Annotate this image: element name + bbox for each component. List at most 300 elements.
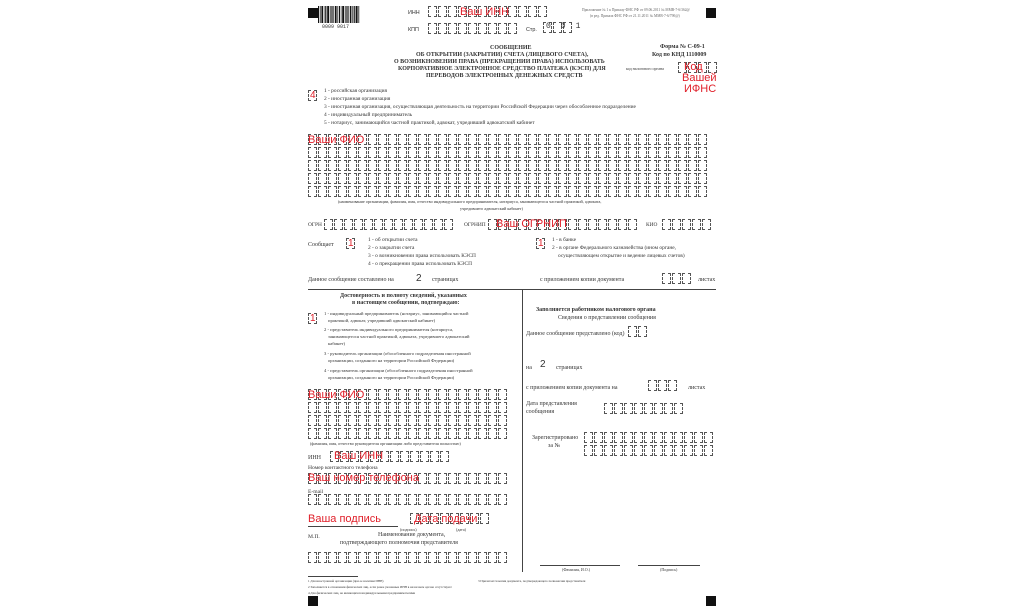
entry-cell[interactable] — [408, 186, 417, 197]
entry-cell[interactable] — [558, 160, 567, 171]
entry-cell[interactable] — [648, 173, 657, 184]
entry-cell[interactable] — [498, 494, 507, 505]
entry-cell[interactable] — [408, 494, 417, 505]
entry-cell[interactable] — [488, 173, 497, 184]
entry-cell[interactable] — [394, 219, 403, 230]
entry-cell[interactable] — [318, 552, 327, 563]
entry-cell[interactable] — [548, 173, 557, 184]
entry-cell[interactable] — [318, 402, 327, 413]
entry-cell[interactable] — [448, 147, 457, 158]
entry-cell[interactable] — [488, 23, 497, 34]
entry-cell[interactable] — [438, 186, 447, 197]
entry-cell[interactable] — [448, 473, 457, 484]
entry-cell[interactable] — [508, 6, 517, 17]
entry-cell[interactable] — [354, 219, 363, 230]
entry-cell[interactable] — [608, 160, 617, 171]
entry-cell[interactable] — [418, 415, 427, 426]
reports-value[interactable]: 1 — [348, 238, 354, 249]
entry-cell[interactable] — [338, 402, 347, 413]
entry-cell[interactable] — [664, 445, 673, 456]
entry-cell[interactable] — [588, 160, 597, 171]
entry-cell[interactable] — [664, 432, 673, 443]
signer-fio-value[interactable]: Ваши ФИО — [308, 389, 365, 401]
entry-cell[interactable] — [388, 552, 397, 563]
entry-row[interactable] — [308, 415, 508, 426]
entry-cell[interactable] — [378, 186, 387, 197]
entry-row[interactable] — [308, 147, 708, 158]
entry-cell[interactable] — [538, 147, 547, 158]
entry-cell[interactable] — [438, 402, 447, 413]
entry-cell[interactable] — [458, 160, 467, 171]
entry-cell[interactable] — [704, 432, 713, 443]
entry-cell[interactable] — [648, 380, 657, 391]
entry-cell[interactable] — [318, 186, 327, 197]
entry-cell[interactable] — [388, 415, 397, 426]
entry-cell[interactable] — [348, 402, 357, 413]
entry-cell[interactable] — [368, 173, 377, 184]
entry-cell[interactable] — [418, 186, 427, 197]
entry-cell[interactable] — [608, 147, 617, 158]
entry-cell[interactable] — [448, 6, 457, 17]
entry-cell[interactable] — [478, 552, 487, 563]
entry-cell[interactable] — [438, 6, 447, 17]
entry-cell[interactable] — [378, 494, 387, 505]
entry-cell[interactable] — [348, 160, 357, 171]
entry-cell[interactable] — [468, 186, 477, 197]
tax-code-value[interactable]: Вашей — [682, 72, 717, 84]
entry-cell[interactable] — [688, 160, 697, 171]
doc-cells[interactable] — [308, 552, 508, 563]
entry-cell[interactable] — [448, 173, 457, 184]
entry-cell[interactable] — [698, 186, 707, 197]
entry-cell[interactable] — [358, 552, 367, 563]
entry-cell[interactable] — [428, 473, 437, 484]
entry-cell[interactable] — [624, 445, 633, 456]
entry-cell[interactable] — [578, 173, 587, 184]
entry-cell[interactable] — [398, 415, 407, 426]
entry-cell[interactable] — [378, 402, 387, 413]
entry-cell[interactable] — [688, 186, 697, 197]
entry-cell[interactable] — [348, 428, 357, 439]
entry-cell[interactable] — [308, 494, 317, 505]
entry-cell[interactable] — [528, 134, 537, 145]
entry-cell[interactable] — [518, 134, 527, 145]
entry-cell[interactable] — [498, 173, 507, 184]
entry-cell[interactable] — [628, 160, 637, 171]
entry-cell[interactable] — [668, 173, 677, 184]
entry-cell[interactable] — [358, 494, 367, 505]
entry-cell[interactable] — [468, 473, 477, 484]
entry-cell[interactable] — [318, 147, 327, 158]
entry-cell[interactable] — [478, 389, 487, 400]
submitted-cells[interactable] — [628, 326, 648, 337]
entry-cell[interactable] — [398, 134, 407, 145]
entry-cell[interactable] — [658, 147, 667, 158]
entry-cell[interactable] — [668, 134, 677, 145]
entry-cell[interactable] — [358, 147, 367, 158]
tax-code-value[interactable]: ИФНС — [684, 83, 717, 95]
entry-cell[interactable] — [684, 445, 693, 456]
entry-cell[interactable] — [424, 219, 433, 230]
entry-cell[interactable] — [694, 445, 703, 456]
entry-cell[interactable] — [318, 160, 327, 171]
entry-cell[interactable] — [538, 160, 547, 171]
entry-cell[interactable] — [674, 445, 683, 456]
entry-cell[interactable] — [518, 173, 527, 184]
entry-cell[interactable] — [358, 173, 367, 184]
entry-cell[interactable] — [662, 273, 671, 284]
entry-cell[interactable] — [698, 160, 707, 171]
entry-row[interactable] — [308, 428, 508, 439]
entry-cell[interactable] — [418, 428, 427, 439]
entry-cell[interactable] — [638, 326, 647, 337]
entry-cell[interactable] — [682, 273, 691, 284]
entry-cell[interactable] — [348, 147, 357, 158]
entry-cell[interactable] — [390, 451, 399, 462]
entry-cell[interactable] — [438, 160, 447, 171]
entry-cell[interactable] — [348, 494, 357, 505]
entry-cell[interactable] — [548, 186, 557, 197]
entry-cell[interactable] — [428, 160, 437, 171]
date-submitted-cells[interactable] — [604, 403, 684, 414]
entry-cell[interactable] — [408, 552, 417, 563]
entry-cell[interactable] — [428, 494, 437, 505]
entry-cell[interactable] — [614, 403, 623, 414]
entry-cell[interactable] — [458, 428, 467, 439]
entry-cell[interactable] — [508, 134, 517, 145]
entry-cell[interactable] — [618, 160, 627, 171]
entry-cell[interactable] — [488, 160, 497, 171]
entry-cell[interactable] — [598, 219, 607, 230]
entry-cell[interactable] — [368, 134, 377, 145]
entry-cell[interactable] — [408, 389, 417, 400]
entry-cell[interactable] — [638, 147, 647, 158]
entry-cell[interactable] — [374, 219, 383, 230]
entry-cell[interactable] — [478, 134, 487, 145]
entry-cell[interactable] — [558, 134, 567, 145]
entry-cell[interactable] — [438, 389, 447, 400]
entry-cell[interactable] — [678, 160, 687, 171]
entry-cell[interactable] — [428, 552, 437, 563]
entry-cell[interactable] — [618, 219, 627, 230]
entry-cell[interactable] — [478, 147, 487, 158]
entry-cell[interactable] — [618, 186, 627, 197]
entry-cell[interactable] — [548, 147, 557, 158]
entry-cell[interactable] — [468, 134, 477, 145]
entry-cell[interactable] — [408, 160, 417, 171]
entry-cell[interactable] — [604, 403, 613, 414]
entry-cell[interactable] — [678, 134, 687, 145]
entry-cell[interactable] — [318, 173, 327, 184]
entry-cell[interactable] — [388, 160, 397, 171]
entry-cell[interactable] — [318, 494, 327, 505]
entry-cell[interactable] — [388, 186, 397, 197]
entry-cell[interactable] — [638, 134, 647, 145]
entry-cell[interactable] — [438, 173, 447, 184]
tax-attach-cells[interactable] — [648, 380, 678, 391]
entry-cell[interactable] — [468, 147, 477, 158]
entry-cell[interactable] — [448, 494, 457, 505]
entry-cell[interactable] — [378, 173, 387, 184]
entry-cell[interactable] — [478, 173, 487, 184]
entry-cell[interactable] — [438, 147, 447, 158]
entry-cell[interactable] — [448, 186, 457, 197]
entry-cell[interactable] — [338, 415, 347, 426]
entry-cell[interactable] — [388, 147, 397, 158]
entry-cell[interactable] — [628, 326, 637, 337]
entry-cell[interactable] — [654, 432, 663, 443]
entry-cell[interactable] — [408, 415, 417, 426]
entry-cell[interactable] — [308, 160, 317, 171]
entry-cell[interactable] — [338, 552, 347, 563]
entry-cell[interactable] — [334, 219, 343, 230]
entry-cell[interactable] — [648, 134, 657, 145]
entry-cell[interactable] — [698, 173, 707, 184]
entry-cell[interactable] — [624, 403, 633, 414]
entry-cell[interactable] — [328, 402, 337, 413]
phone-value[interactable]: Ваш номер телефона — [308, 472, 419, 484]
entry-cell[interactable] — [418, 552, 427, 563]
entry-cell[interactable] — [378, 415, 387, 426]
entry-cell[interactable] — [468, 389, 477, 400]
entry-cell[interactable] — [692, 219, 701, 230]
entry-cell[interactable] — [598, 160, 607, 171]
attach-cells[interactable] — [662, 273, 692, 284]
entry-cell[interactable] — [378, 389, 387, 400]
entry-cell[interactable] — [434, 219, 443, 230]
entry-cell[interactable] — [658, 134, 667, 145]
entry-cell[interactable] — [614, 432, 623, 443]
entry-cell[interactable] — [588, 219, 597, 230]
entry-cell[interactable] — [468, 173, 477, 184]
entry-cell[interactable] — [702, 219, 711, 230]
entry-cell[interactable] — [682, 219, 691, 230]
entry-cell[interactable] — [414, 219, 423, 230]
entry-cell[interactable] — [648, 147, 657, 158]
entry-cell[interactable] — [458, 494, 467, 505]
entry-cell[interactable] — [538, 186, 547, 197]
entry-cell[interactable] — [668, 380, 677, 391]
entry-cell[interactable] — [608, 219, 617, 230]
entry-cell[interactable] — [674, 432, 683, 443]
entry-cell[interactable] — [368, 160, 377, 171]
entry-cell[interactable] — [698, 147, 707, 158]
entry-cell[interactable] — [604, 445, 613, 456]
entry-cell[interactable] — [388, 173, 397, 184]
entry-cell[interactable] — [568, 173, 577, 184]
kio-cells[interactable] — [662, 219, 712, 230]
entry-cell[interactable] — [528, 173, 537, 184]
entry-cell[interactable] — [398, 494, 407, 505]
entry-cell[interactable] — [428, 402, 437, 413]
entry-cell[interactable] — [448, 552, 457, 563]
entry-cell[interactable] — [658, 186, 667, 197]
entry-cell[interactable] — [478, 23, 487, 34]
entry-cell[interactable] — [418, 160, 427, 171]
entry-cell[interactable] — [608, 186, 617, 197]
entry-cell[interactable] — [478, 160, 487, 171]
entry-cell[interactable] — [348, 415, 357, 426]
entry-cell[interactable] — [328, 552, 337, 563]
entry-cell[interactable] — [384, 219, 393, 230]
entry-cell[interactable] — [498, 134, 507, 145]
entry-cell[interactable] — [378, 160, 387, 171]
registered-cells[interactable] — [584, 445, 714, 456]
entry-cell[interactable] — [518, 186, 527, 197]
entry-cell[interactable] — [458, 147, 467, 158]
entry-cell[interactable] — [704, 445, 713, 456]
entry-cell[interactable] — [438, 134, 447, 145]
entry-cell[interactable] — [388, 134, 397, 145]
entry-cell[interactable] — [368, 552, 377, 563]
ogrnip-value[interactable]: Ваш ОГРНИП — [496, 218, 567, 230]
entry-cell[interactable] — [328, 415, 337, 426]
entry-cell[interactable] — [418, 494, 427, 505]
entry-cell[interactable] — [508, 173, 517, 184]
entry-cell[interactable] — [488, 186, 497, 197]
entry-cell[interactable] — [488, 494, 497, 505]
entry-cell[interactable] — [508, 160, 517, 171]
entry-cell[interactable] — [528, 147, 537, 158]
entry-cell[interactable] — [498, 147, 507, 158]
entry-cell[interactable] — [578, 160, 587, 171]
entry-cell[interactable] — [488, 428, 497, 439]
entry-cell[interactable] — [598, 134, 607, 145]
entry-cell[interactable] — [358, 160, 367, 171]
entry-cell[interactable] — [508, 147, 517, 158]
entry-cell[interactable] — [668, 160, 677, 171]
entry-cell[interactable] — [418, 473, 427, 484]
entry-cell[interactable] — [458, 389, 467, 400]
entry-cell[interactable] — [598, 186, 607, 197]
entry-cell[interactable] — [628, 219, 637, 230]
entry-cell[interactable] — [672, 273, 681, 284]
entry-cell[interactable] — [508, 23, 517, 34]
entry-cell[interactable] — [458, 23, 467, 34]
entry-cell[interactable] — [654, 403, 663, 414]
entry-cell[interactable] — [364, 219, 373, 230]
entry-cell[interactable] — [698, 134, 707, 145]
entry-cell[interactable] — [578, 186, 587, 197]
entry-cell[interactable] — [558, 147, 567, 158]
entry-cell[interactable] — [338, 173, 347, 184]
entry-cell[interactable] — [588, 134, 597, 145]
entry-cell[interactable] — [558, 186, 567, 197]
entry-cell[interactable] — [428, 389, 437, 400]
entry-cell[interactable] — [548, 160, 557, 171]
entry-cell[interactable] — [398, 552, 407, 563]
entry-cell[interactable] — [678, 173, 687, 184]
entry-cell[interactable] — [398, 389, 407, 400]
entry-cell[interactable] — [498, 473, 507, 484]
entry-cell[interactable] — [498, 415, 507, 426]
entry-cell[interactable] — [488, 415, 497, 426]
ogrn-cells[interactable] — [324, 219, 454, 230]
entry-cell[interactable] — [528, 186, 537, 197]
signer-inn-value[interactable]: Ваш ИНН — [334, 450, 384, 462]
entry-cell[interactable] — [358, 415, 367, 426]
entry-cell[interactable] — [408, 147, 417, 158]
entry-cell[interactable] — [618, 147, 627, 158]
entry-cell[interactable] — [448, 23, 457, 34]
entry-cell[interactable] — [648, 160, 657, 171]
entry-cell[interactable] — [338, 494, 347, 505]
entry-cell[interactable] — [618, 134, 627, 145]
entry-cell[interactable] — [468, 494, 477, 505]
entry-cell[interactable] — [668, 186, 677, 197]
entry-cell[interactable] — [448, 415, 457, 426]
entry-cell[interactable] — [588, 147, 597, 158]
tax-code-value[interactable]: Код — [684, 61, 703, 73]
entry-cell[interactable] — [458, 186, 467, 197]
entry-cell[interactable] — [358, 428, 367, 439]
entry-cell[interactable] — [378, 428, 387, 439]
entry-cell[interactable] — [498, 186, 507, 197]
entry-cell[interactable] — [438, 415, 447, 426]
org-type-value[interactable]: 4 — [310, 90, 316, 101]
entry-cell[interactable] — [388, 389, 397, 400]
entry-cell[interactable] — [458, 402, 467, 413]
entry-cell[interactable] — [428, 134, 437, 145]
entry-cell[interactable] — [440, 451, 449, 462]
entry-cell[interactable] — [538, 134, 547, 145]
entry-cell[interactable] — [488, 402, 497, 413]
entry-cell[interactable] — [528, 160, 537, 171]
entry-cell[interactable] — [318, 428, 327, 439]
entry-row[interactable] — [308, 134, 708, 145]
entry-cell[interactable] — [468, 428, 477, 439]
entry-cell[interactable] — [498, 160, 507, 171]
entry-cell[interactable] — [668, 147, 677, 158]
entry-cell[interactable] — [658, 173, 667, 184]
entry-cell[interactable] — [438, 494, 447, 505]
entry-cell[interactable] — [558, 173, 567, 184]
entry-cell[interactable] — [328, 173, 337, 184]
entry-cell[interactable] — [518, 147, 527, 158]
entry-cell[interactable] — [684, 432, 693, 443]
entry-cell[interactable] — [308, 173, 317, 184]
entry-cell[interactable] — [618, 173, 627, 184]
entry-cell[interactable] — [628, 147, 637, 158]
entry-cell[interactable] — [458, 552, 467, 563]
entry-cell[interactable] — [498, 402, 507, 413]
entry-cell[interactable] — [594, 432, 603, 443]
entry-cell[interactable] — [568, 134, 577, 145]
entry-cell[interactable] — [658, 160, 667, 171]
entry-cell[interactable] — [498, 428, 507, 439]
entry-cell[interactable] — [448, 428, 457, 439]
entry-cell[interactable] — [398, 173, 407, 184]
entry-cell[interactable] — [604, 432, 613, 443]
entry-cell[interactable] — [344, 219, 353, 230]
entry-cell[interactable] — [448, 389, 457, 400]
entry-cell[interactable] — [568, 186, 577, 197]
entry-cell[interactable] — [398, 428, 407, 439]
entry-cell[interactable] — [458, 473, 467, 484]
entry-cell[interactable] — [458, 415, 467, 426]
entry-cell[interactable] — [644, 445, 653, 456]
entry-cell[interactable] — [488, 473, 497, 484]
entry-cell[interactable] — [438, 23, 447, 34]
entry-cell[interactable] — [498, 552, 507, 563]
entry-cell[interactable] — [338, 160, 347, 171]
entry-cell[interactable] — [368, 415, 377, 426]
entry-cell[interactable] — [688, 134, 697, 145]
email-cells[interactable] — [308, 494, 508, 505]
entry-cell[interactable] — [398, 402, 407, 413]
entry-cell[interactable] — [328, 147, 337, 158]
entry-cell[interactable] — [448, 402, 457, 413]
